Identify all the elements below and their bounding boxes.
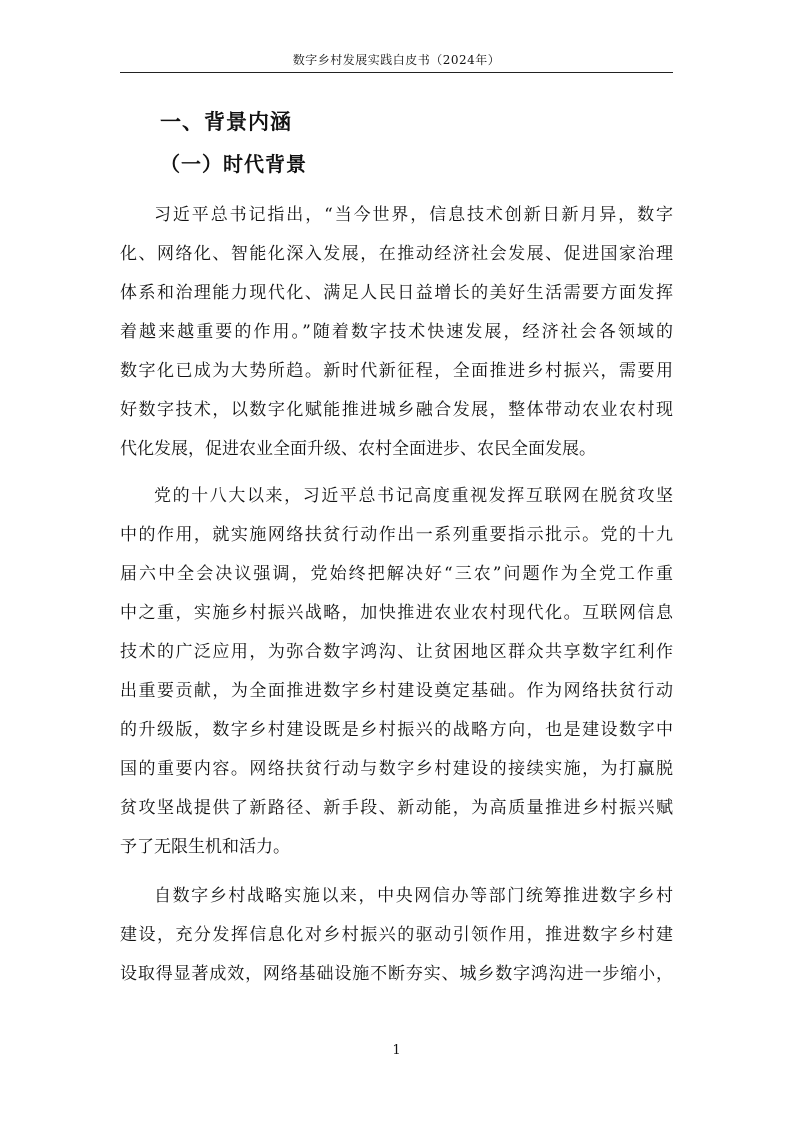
paragraph-1-line: 代化发展，促进农业全面升级、农村全面进步、农民全面发展。: [120, 439, 596, 459]
paragraph-2-line: 的升级版，数字乡村建设既是乡村振兴的战略方向，也是建设数字中: [120, 720, 673, 740]
paragraph-1-line: 习近平总书记指出，“当今世界，信息技术创新日新月异，数字: [154, 205, 673, 225]
paragraph-2-line: 予了无限生机和活力。: [120, 837, 290, 857]
section-heading: 一、背景内涵: [160, 110, 292, 134]
paragraph-1-line: 数字化已成为大势所趋。新时代新征程，全面推进乡村振兴，需要用: [120, 361, 673, 381]
paragraph-1-line: 好数字技术，以数字化赋能推进城乡融合发展，整体带动农业农村现: [120, 400, 673, 420]
paragraph-2-line: 届六中全会决议强调，党始终把解决好“三农”问题作为全党工作重: [120, 564, 673, 584]
paragraph-3-line: 建设，充分发挥信息化对乡村振兴的驱动引领作用，推进数字乡村建: [120, 925, 673, 945]
paragraph-2-line: 中之重，实施乡村振兴战略，加快推进农业农村现代化。互联网信息: [120, 603, 673, 623]
paragraph-1-line: 体系和治理能力现代化、满足人民日益增长的美好生活需要方面发挥: [120, 283, 673, 303]
paragraph-2-line: 贫攻坚战提供了新路径、新手段、新动能，为高质量推进乡村振兴赋: [120, 798, 673, 818]
paragraph-2-line: 中的作用，就实施网络扶贫行动作出一系列重要指示批示。党的十九: [120, 525, 673, 545]
running-header: 数字乡村发展实践白皮书（2024年）: [292, 53, 501, 67]
paragraph-2-line: 国的重要内容。网络扶贫行动与数字乡村建设的接续实施，为打赢脱: [120, 759, 673, 779]
paragraph-2-line: 技术的广泛应用，为弥合数字鸿沟、让贫困地区群众共享数字红利作: [120, 642, 673, 662]
header-divider: [120, 72, 673, 73]
paragraph-1-line: 着越来越重要的作用。”随着数字技术快速发展，经济社会各领域的: [120, 322, 673, 342]
paragraph-2-line: 党的十八大以来，习近平总书记高度重视发挥互联网在脱贫攻坚: [154, 486, 673, 506]
paragraph-2-line: 出重要贡献，为全面推进数字乡村建设奠定基础。作为网络扶贫行动: [120, 681, 673, 701]
page-number: 1: [392, 1043, 401, 1058]
paragraph-3-line: 自数字乡村战略实施以来，中央网信办等部门统筹推进数字乡村: [154, 886, 673, 906]
paragraph-1-line: 化、网络化、智能化深入发展，在推动经济社会发展、促进国家治理: [120, 244, 673, 264]
paragraph-3-line: 设取得显著成效，网络基础设施不断夯实、城乡数字鸿沟进一步缩小，: [120, 964, 673, 984]
subsection-heading: （一）时代背景: [160, 152, 307, 176]
